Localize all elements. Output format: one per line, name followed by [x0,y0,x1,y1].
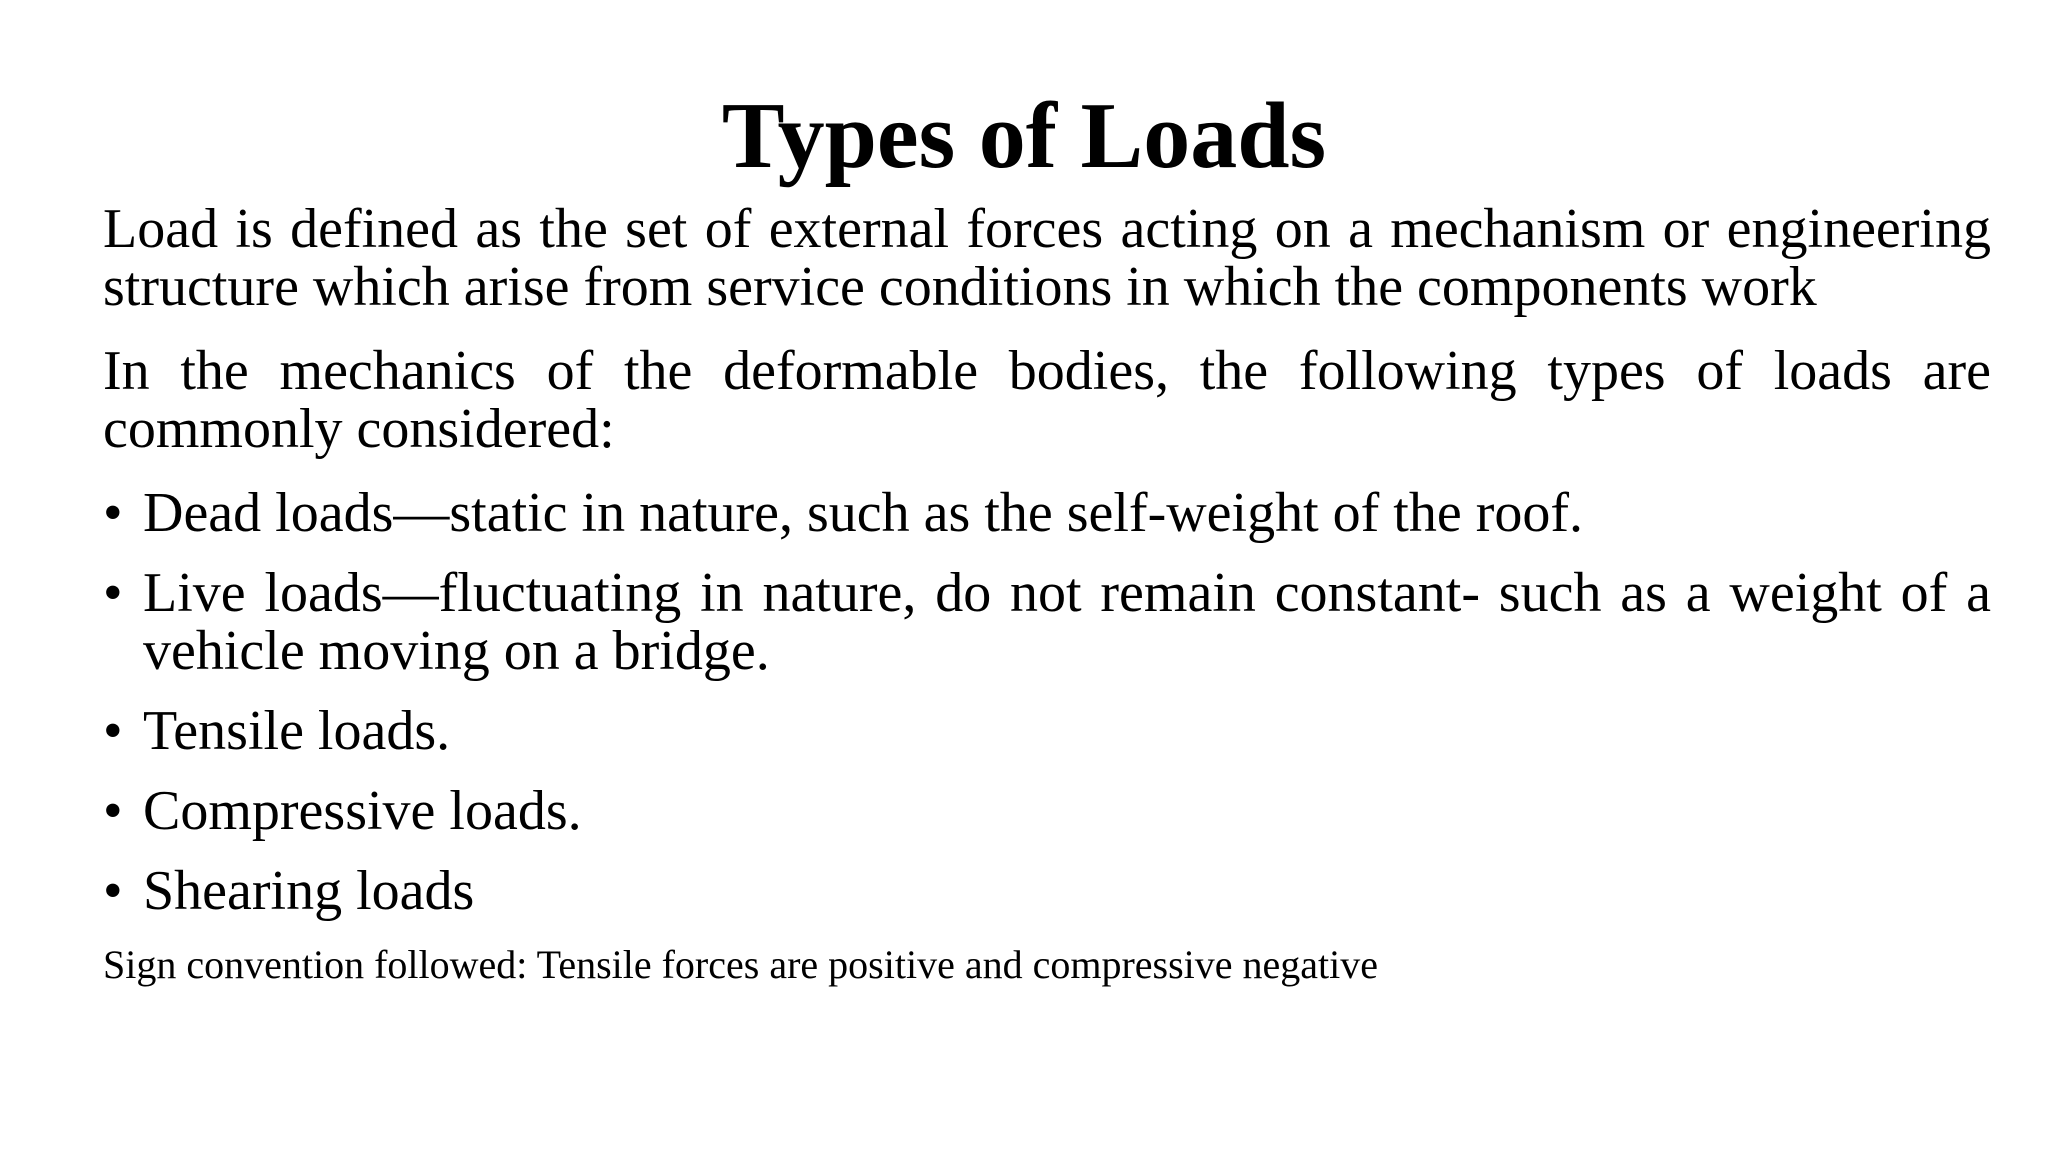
list-item-compressive-loads [103,782,1991,840]
bullet-icon: • [103,860,123,922]
intro-paragraph: In the mechanics of the deformable bodies, the following types of loads are commonly considered: [103,340,1991,460]
list-item-text: Compressive loads. [143,780,582,842]
load-types-list [103,484,1991,920]
list-item-shearing-loads [103,862,1991,920]
bullet-icon: • [103,482,123,544]
bullet-icon: • [103,562,123,624]
bullet-icon: • [103,700,123,762]
list-item-text: Shearing loads [143,860,475,922]
bullet-icon: • [103,780,123,842]
list-item-tensile-loads [103,702,1991,760]
list-item-text: Dead loads—static in nature, such as the self-weight of the roof. [143,482,1584,544]
list-item-dead-loads [103,484,1991,542]
sign-convention-note: Sign convention followed: Tensile forces are positive and compressive negative [103,942,1378,987]
list-item-text: Tensile loads. [143,700,451,762]
slide-title: Types of Loads [721,84,1327,188]
list-item-text: Live loads—fluctuating in nature, do not remain constant- such as a weight of a vehicle moving on a bridge. [143,562,1991,682]
definition-paragraph: Load is defined as the set of external forces acting on a mechanism or engineering structure which arise from service conditions in which the components work [103,198,1991,318]
list-item-live-loads [103,564,1991,680]
slide-body [103,200,1991,988]
